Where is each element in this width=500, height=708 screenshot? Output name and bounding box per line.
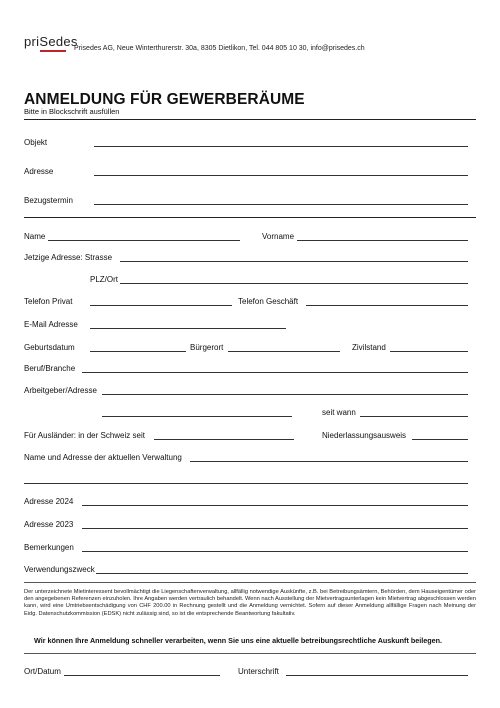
buergerort-field[interactable]: [228, 351, 340, 352]
zivilstand-label: Zivilstand: [352, 343, 386, 352]
company-logo: [24, 34, 78, 49]
adresse-2023-label: Adresse 2023: [24, 520, 74, 529]
company-info: Prisedes AG, Neue Winterthurerstr. 30a, 8305 Dietlikon, Tel. 044 805 10 30, info@prisedes.ch: [74, 45, 365, 52]
name-label: Name: [24, 232, 46, 241]
objekt-field[interactable]: [94, 146, 468, 147]
header-divider: [24, 119, 476, 120]
disclaimer-text: Der unterzeichnete Mietinteressent bevollmächtigt die Liegenschaftenverwaltung, allfällig notwendige Auskünfte, z.B. bei Betreibungsämtern, Behörden, dem Hauseigentümer oder den angegebenen Referenzen einzuholen. Ihre Angaben werden vertraulich behandelt. Wenn nach Ausstellung der Mietvertragsunterlagen kein Mietvertrag abgeschlossen werden kann, wird eine Umtriebsentschädigung von CHF 200.00 in Rechnung gestellt und die Anmeldung vernichtet. Sofern auf dieser Anmeldung allfällige Fragen nach Meinung der Eidg. Datenschutzkommission (EDSK) nicht zulässig sind, so ist die entsprechende Beantwortung fakultativ.: [24, 589, 476, 617]
beruf-label: Beruf/Branche: [24, 364, 76, 373]
arbeitgeber-field-2[interactable]: [102, 416, 292, 417]
bemerkungen-label: Bemerkungen: [24, 543, 74, 552]
section-divider: [24, 217, 476, 218]
info-note: Wir können Ihre Anmeldung schneller verarbeiten, wenn Sie uns eine aktuelle betreibungsrechtliche Auskunft beilegen.: [34, 636, 442, 645]
adresse-field[interactable]: [94, 175, 468, 176]
vorname-field[interactable]: [297, 240, 468, 241]
logo-text: priSedes: [24, 34, 78, 49]
geburtsdatum-field[interactable]: [90, 351, 186, 352]
unterschrift-label: Unterschrift: [238, 667, 279, 676]
geburtsdatum-label: Geburtsdatum: [24, 343, 75, 352]
logo-underline: [40, 50, 66, 52]
ort-datum-label: Ort/Datum: [24, 667, 61, 676]
seit-wann-field[interactable]: [360, 416, 468, 417]
buergerort-label: Bürgerort: [190, 343, 224, 352]
disclaimer-divider: [24, 582, 476, 583]
niederlassung-label: Niederlassungsausweis: [322, 431, 407, 440]
telefon-geschaeft-label: Telefon Geschäft: [238, 297, 299, 306]
auslaender-field[interactable]: [154, 439, 294, 440]
jetzige-adresse-label: Jetzige Adresse: Strasse: [24, 253, 113, 262]
plz-ort-label: PLZ/Ort: [90, 275, 119, 284]
arbeitgeber-label: Arbeitgeber/Adresse: [24, 386, 97, 395]
verwendungszweck-label: Verwendungszweck: [24, 565, 95, 574]
plz-ort-field[interactable]: [120, 283, 468, 284]
verwendungszweck-field[interactable]: [96, 573, 468, 574]
bemerkungen-field[interactable]: [82, 551, 468, 552]
verwaltung-field[interactable]: [190, 461, 468, 462]
verwaltung-label: Name und Adresse der aktuellen Verwaltung: [24, 453, 182, 462]
ort-datum-field[interactable]: [64, 675, 220, 676]
page-subtitle: Bitte in Blockschrift ausfüllen: [24, 107, 120, 116]
seit-wann-label: seit wann: [322, 408, 356, 417]
niederlassung-field[interactable]: [412, 439, 468, 440]
arbeitgeber-field[interactable]: [102, 394, 468, 395]
bezugstermin-label: Bezugstermin: [24, 196, 73, 205]
zivilstand-field[interactable]: [390, 351, 468, 352]
adresse-2024-label: Adresse 2024: [24, 497, 74, 506]
page-title: ANMELDUNG FÜR GEWERBERÄUME: [24, 91, 305, 108]
signature-field[interactable]: [286, 675, 468, 676]
email-field[interactable]: [90, 328, 286, 329]
adresse-2023-field[interactable]: [82, 528, 468, 529]
telefon-geschaeft-field[interactable]: [306, 305, 468, 306]
adresse-2024-field[interactable]: [82, 505, 468, 506]
name-field[interactable]: [48, 240, 240, 241]
vorname-label: Vorname: [262, 232, 295, 241]
bezugstermin-field[interactable]: [94, 204, 468, 205]
objekt-label: Objekt: [24, 138, 48, 147]
email-label: E-Mail Adresse: [24, 320, 78, 329]
footer-divider: [24, 653, 476, 654]
verwaltung-field-2[interactable]: [24, 483, 468, 484]
auslaender-label: Für Ausländer: in der Schweiz seit: [24, 431, 145, 440]
adresse-label: Adresse: [24, 167, 54, 176]
strasse-field[interactable]: [120, 261, 468, 262]
telefon-privat-label: Telefon Privat: [24, 297, 73, 306]
beruf-field[interactable]: [82, 372, 468, 373]
telefon-privat-field[interactable]: [90, 305, 232, 306]
